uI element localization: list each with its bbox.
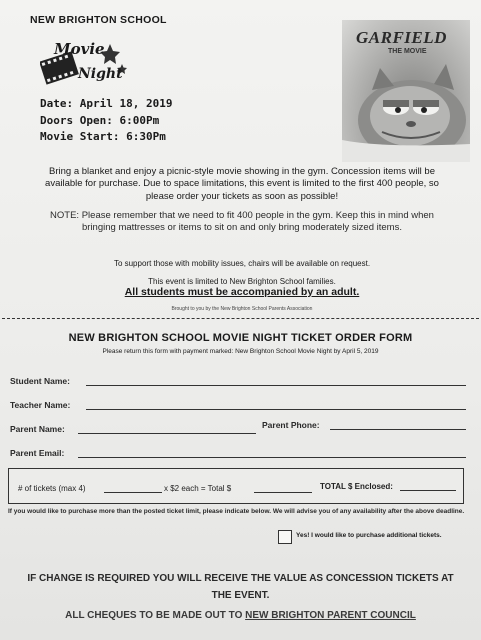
total-enclosed-label: TOTAL $ Enclosed: [320,482,393,491]
price-label: x $2 each = Total $ [164,484,232,493]
cheques-notice [20,610,461,621]
teacher-name-field[interactable] [86,409,466,410]
form-title: NEW BRIGHTON SCHOOL MOVIE NIGHT TICKET ORDER FORM [68,332,413,344]
event-doors: Doors Open: 6:00Pm [40,113,160,127]
space-note: NOTE: Please remember that we need to fit 400 people in the gym. Keep this in mind when bringing mattresses or items to sit on and only bring moderately sized items. [50,210,434,234]
parent-name-field[interactable] [78,433,256,434]
accompanied-note: All students must be accompanied by an adult. [124,286,360,298]
cheques-prefix: ALL CHEQUES TO BE MADE OUT TO [65,610,246,621]
movie-night-logo [40,38,130,90]
student-name-field[interactable] [86,385,466,386]
parent-phone-field[interactable] [330,429,466,430]
additional-tickets-label: Yes! I would like to purchase additional tickets. [296,532,442,539]
ticket-limit-note: If you would like to purchase more than the posted ticket limit, please indicate below. We will advise you of any availability after the above deadline. [8,508,465,515]
form-subtitle: Please return this form with payment marked: New Brighton School Movie Night by April 5, 2019 [102,348,379,355]
event-start: Movie Start: 6:30Pm [40,130,166,143]
cut-line-divider [2,318,479,319]
parents-association-credit: Brought to you by the New Brighton School Parents Association [171,306,313,312]
student-name-label: Student Name: [10,376,70,386]
film-reel-icon [40,38,130,90]
tickets-quantity-field[interactable] [104,492,162,493]
event-details [40,96,172,146]
event-description: Bring a blanket and enjoy a picnic-style movie showing in the gym. Concession items will be available for purchase. Due to space limitations, this event is limited to the first 400 people, so please order your tickets as soon as possible! [45,166,439,202]
mobility-note: To support those with mobility issues, chairs will be available on request. [113,259,371,268]
tickets-label: # of tickets (max 4) [18,484,86,493]
poster-title: GARFIELD [356,28,447,47]
logo-movie-text: Movie [54,40,105,58]
school-name: NEW BRIGHTON SCHOOL [30,14,167,26]
parent-email-field[interactable] [78,457,466,458]
total-amount-field[interactable] [254,492,312,493]
concession-notice: IF CHANGE IS REQUIRED YOU WILL RECEIVE THE VALUE AS CONCESSION TICKETS AT THE EVENT. [27,573,454,601]
teacher-name-label: Teacher Name: [10,400,71,410]
poster-subtitle: THE MOVIE [388,48,427,55]
additional-tickets-checkbox[interactable] [278,530,292,544]
event-date: Date: April 18, 2019 [40,97,173,110]
parent-name-label: Parent Name: [10,424,65,434]
parent-email-label: Parent Email: [10,448,65,458]
total-enclosed-field[interactable] [400,490,456,491]
logo-night-text: Night [78,66,123,82]
cheques-payee: NEW BRIGHTON PARENT COUNCIL [245,610,416,621]
parent-phone-label: Parent Phone: [262,420,320,430]
families-note: This event is limited to New Brighton School families. [148,277,336,286]
